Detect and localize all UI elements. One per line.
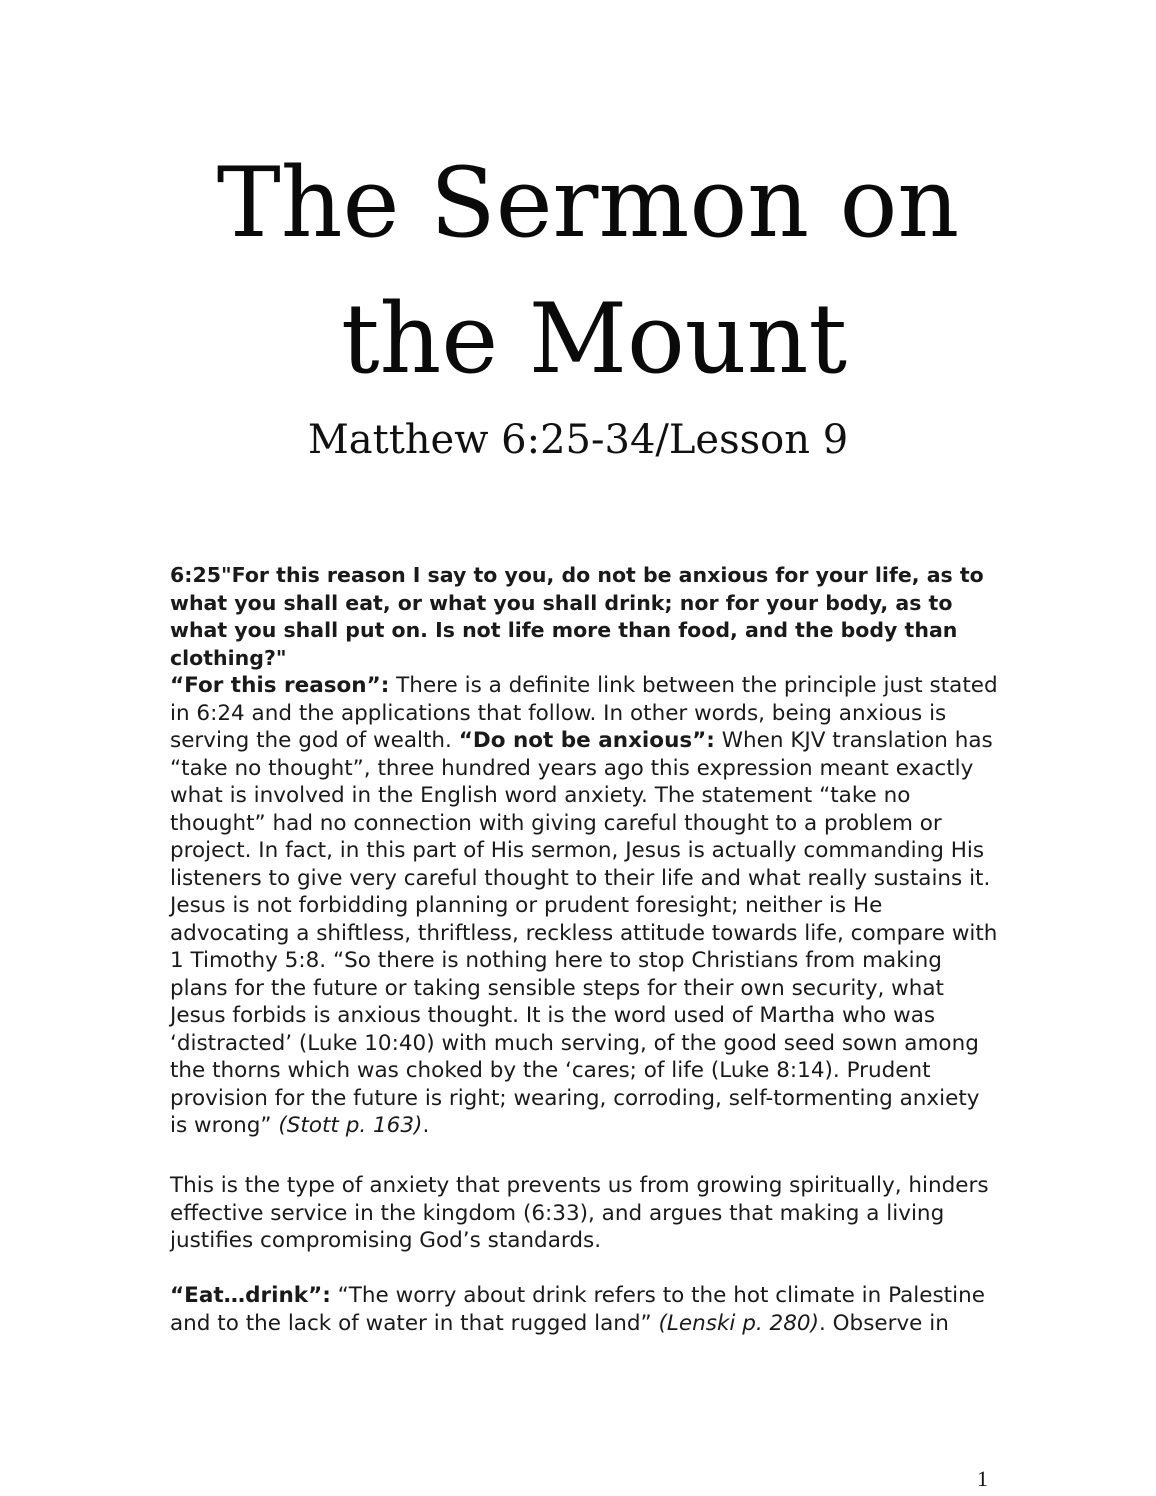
paragraph-text: . Observe in — [818, 1310, 949, 1336]
paragraph-text: When KJV translation has “take no thought”, three hundred years ago this expression meant exactly what is involved in the English word anxiety. The statement “take no thought” had no connection with giving careful thought to a problem or project. In fact, in this part of His sermon, Jesus is actually commanding His listeners to give very careful thought to their life and what really sustains it. Jesus is not forbidding planning or prudent foresight; neither is He advocating a shiftless, thriftless, reckless attitude towards life, compare with 1 Timothy 5:8. “So there is nothing here to stop Christians from making plans for the future or taking sensible steps for their own security, what Jesus forbids is anxious thought. It is the word used of Martha who was ‘distracted’ (Luke 10:40) with much serving, of the good seed sown among the thorns which was choked by the ‘cares; of life (Luke 8:14). Prudent provision for the future is right; wearing, corroding, self-tormenting anxiety is wrong” — [170, 728, 998, 1138]
commentary-paragraph-1 — [170, 672, 1000, 1140]
paragraph-text: There is a definite link between the principle just stated in 6:24 and the applications that follow. In other words, being anxious is serving the god of wealth. — [170, 673, 998, 753]
document-title-line-2: the Mount — [340, 283, 848, 395]
page-number: 1 — [977, 1466, 988, 1491]
citation: (Stott p. 163) — [278, 1113, 423, 1138]
paragraph-text: “The worry about drink refers to the hot climate in Palestine and to the lack of water in that rugged land” — [170, 1283, 985, 1336]
scripture-verse: 6:25"For this reason I say to you, do not be anxious for your life, as to what you shall eat, or what you shall drink; nor for your body, as to what you shall put on. Is not life more than food, and the body than clothing?" — [170, 563, 984, 670]
document-title-line-1: The Sermon on — [216, 147, 960, 259]
citation: (Lenski p. 280) — [658, 1310, 819, 1336]
document-subtitle: Matthew 6:25-34/Lesson 9 — [307, 417, 849, 463]
paragraph-text: . — [422, 1113, 430, 1138]
commentary-paragraph-2: This is the type of anxiety that prevents us from growing spiritually, hinders effective service in the kingdom (6:33), and argues that making a living justifies compromising God’s standards. — [170, 1173, 989, 1253]
term-heading-do-not-be-anxious: “Do not be anxious”: — [458, 728, 715, 753]
term-heading-for-this-reason: “For this reason”: — [170, 673, 390, 698]
term-heading-eat-drink: “Eat…drink”: — [170, 1283, 331, 1308]
commentary-paragraph-3 — [170, 1282, 1000, 1337]
